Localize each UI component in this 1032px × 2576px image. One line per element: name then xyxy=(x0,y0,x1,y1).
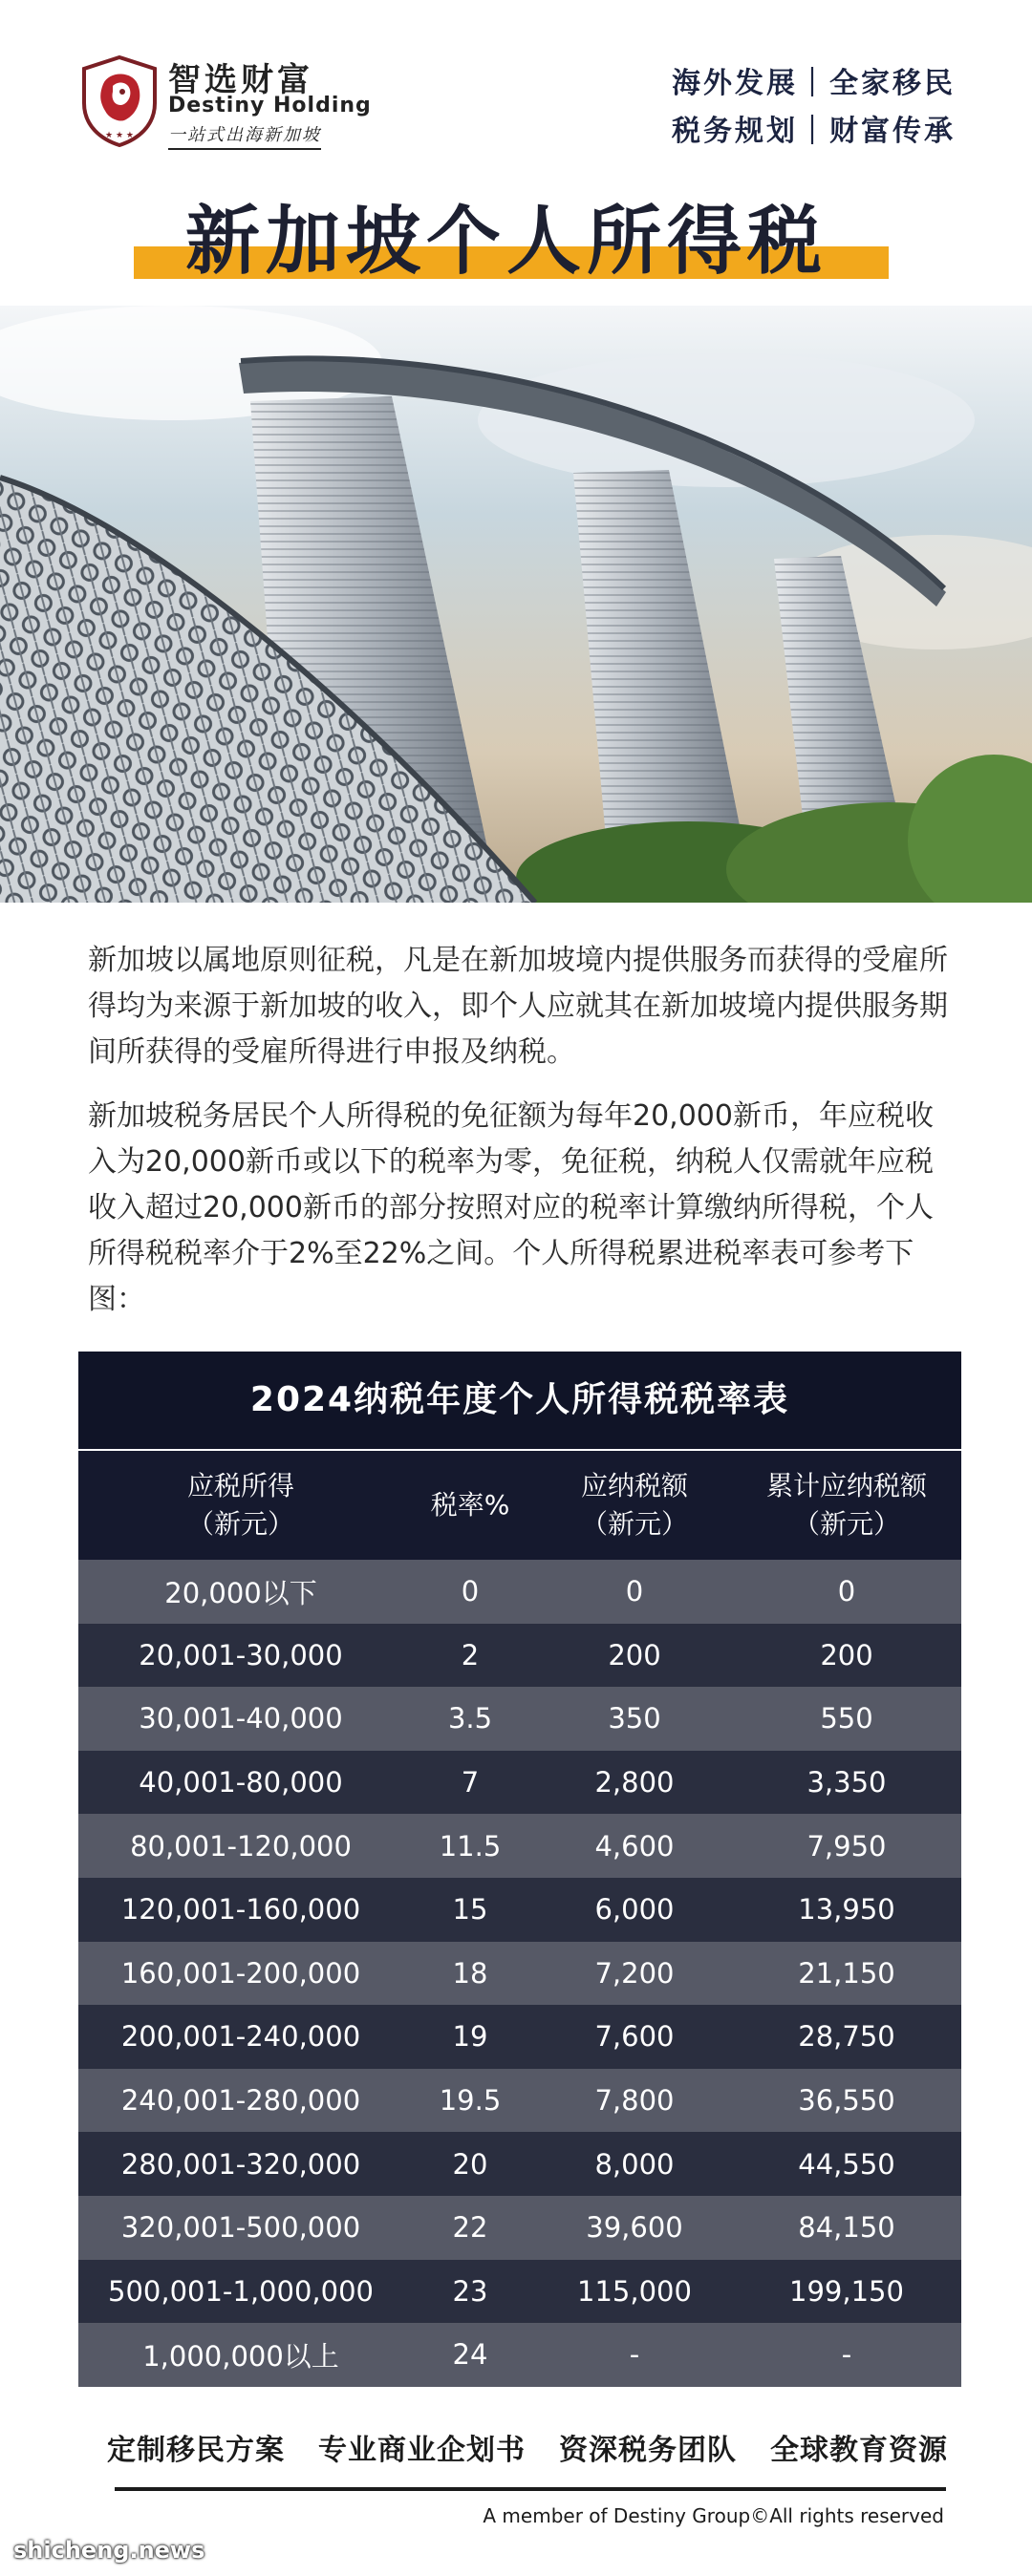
table-row xyxy=(78,2260,961,2324)
cell-cumulative: 550 xyxy=(820,1702,873,1735)
table-row xyxy=(78,1814,961,1878)
service-item: 专业商业企划书 xyxy=(318,2434,526,2467)
service-item: 定制移民方案 xyxy=(107,2434,285,2467)
cell-cumulative: 36,550 xyxy=(798,2084,895,2118)
copyright-text: A member of Destiny Group©All rights reserved xyxy=(483,2504,944,2527)
cell-income: 240,001-280,000 xyxy=(120,2084,361,2118)
cell-income: 20,001-30,000 xyxy=(139,1638,343,1671)
cell-tax: 6,000 xyxy=(594,1893,675,1927)
cell-rate: 7 xyxy=(461,1766,480,1799)
service-item: 全球教育资源 xyxy=(770,2434,948,2467)
cell-rate: 3.5 xyxy=(447,1702,493,1735)
cell-income: 80,001-120,000 xyxy=(130,1829,352,1863)
cell-tax: 0 xyxy=(625,1575,644,1608)
cell-cumulative: 21,150 xyxy=(798,1956,895,1990)
header-tax-payable: 应纳税额 （新元） xyxy=(580,1470,688,1540)
tax-rate-table xyxy=(78,1352,961,2387)
cell-cumulative: 200 xyxy=(820,1638,873,1671)
cell-rate: 24 xyxy=(452,2338,488,2372)
svg-text:★ ★ ★: ★ ★ ★ xyxy=(105,131,134,140)
header-rate: 税率% xyxy=(430,1489,510,1521)
cell-rate: 11.5 xyxy=(439,1829,502,1863)
table-row xyxy=(78,2196,961,2260)
table-row xyxy=(78,2005,961,2069)
cell-tax: 7,800 xyxy=(594,2084,675,2118)
header xyxy=(0,0,1032,306)
marina-bay-sands-photo xyxy=(0,306,1032,903)
cell-cumulative: 7,950 xyxy=(806,1829,887,1863)
brand-name-cn: 智选财富 xyxy=(168,61,313,99)
cell-income: 280,001-320,000 xyxy=(120,2147,361,2181)
cell-income: 320,001-500,000 xyxy=(120,2211,361,2245)
cell-rate: 22 xyxy=(452,2211,488,2245)
cell-income: 20,000以下 xyxy=(164,1576,317,1609)
table-title: 2024纳税年度个人所得税税率表 xyxy=(78,1352,961,1451)
page-title: 新加坡个人所得税 xyxy=(184,199,828,285)
cell-rate: 23 xyxy=(452,2274,488,2308)
cell-cumulative: 28,750 xyxy=(798,2020,895,2054)
cell-cumulative: 44,550 xyxy=(798,2147,895,2181)
watermark-text: shicheng.news xyxy=(13,2537,205,2564)
cell-rate: 2 xyxy=(461,1638,480,1671)
cell-cumulative: 0 xyxy=(837,1575,856,1608)
cell-cumulative: 13,950 xyxy=(798,1893,895,1927)
table-row xyxy=(78,2069,961,2133)
table-row xyxy=(78,1687,961,1751)
cell-rate: 0 xyxy=(461,1575,480,1608)
photo-illustration xyxy=(0,306,1032,903)
cell-income: 160,001-200,000 xyxy=(120,1956,361,1990)
table-row xyxy=(78,2323,961,2387)
tagline-1: 海外发展｜全家移民 xyxy=(672,67,956,100)
header-taxable-income: 应税所得 （新元） xyxy=(186,1470,294,1540)
title-block xyxy=(124,181,889,287)
cell-cumulative: 84,150 xyxy=(798,2211,895,2245)
cell-tax: 39,600 xyxy=(586,2211,683,2245)
brand-name-en: Destiny Holding xyxy=(168,94,372,117)
table-row xyxy=(78,1751,961,1815)
table-header-row xyxy=(78,1451,961,1560)
cell-income: 1,000,000以上 xyxy=(142,2339,339,2373)
footer-divider xyxy=(115,2487,946,2491)
table-row xyxy=(78,1560,961,1624)
table-row xyxy=(78,1624,961,1688)
intro-paragraph-1: 新加坡以属地原则征税，凡是在新加坡境内提供服务而获得的受雇所得均为来源于新加坡的收入，即个人应就其在新加坡境内提供服务期间所获得的受雇所得进行申报及纳税。 xyxy=(88,944,948,1069)
header-cumulative-tax: 累计应纳税额 （新元） xyxy=(765,1470,927,1540)
service-item: 资深税务团队 xyxy=(559,2434,737,2467)
cell-tax: 4,600 xyxy=(594,1829,675,1863)
table-row xyxy=(78,2132,961,2196)
cell-tax: 7,200 xyxy=(594,1956,675,1990)
cell-tax: 8,000 xyxy=(594,2147,675,2181)
lion-shield-logo-icon xyxy=(80,55,159,147)
intro-paragraph-2: 新加坡税务居民个人所得税的免征额为每年20,000新币，年应税收入为20,000新币或以下的税率为零，免征税，纳税人仅需就年应税收入超过20,000新币的部分按照对应的税率计算缴纳所得税，个人所得税税率介于2%至22%之间。个人所得税累进税率表可参考下图： xyxy=(88,1099,934,1316)
cell-income: 120,001-160,000 xyxy=(120,1893,361,1927)
brand-slogan: 一站式出海新加坡 xyxy=(168,121,321,150)
cell-income: 500,001-1,000,000 xyxy=(108,2274,374,2308)
cell-cumulative: 3,350 xyxy=(806,1766,887,1799)
cell-income: 30,001-40,000 xyxy=(139,1702,343,1735)
cell-income: 40,001-80,000 xyxy=(139,1766,343,1799)
tagline-2: 税务规划｜财富传承 xyxy=(672,115,956,148)
cell-cumulative: - xyxy=(841,2338,852,2372)
table-row xyxy=(78,1942,961,2006)
cell-tax: 7,600 xyxy=(594,2020,675,2054)
cell-cumulative: 199,150 xyxy=(789,2274,904,2308)
cell-rate: 19 xyxy=(452,2020,488,2054)
table-row xyxy=(78,1878,961,1942)
cell-income: 200,001-240,000 xyxy=(120,2020,361,2054)
cell-rate: 20 xyxy=(452,2147,488,2181)
cell-rate: 18 xyxy=(452,1956,488,1990)
services-list xyxy=(107,2426,948,2468)
cell-tax: 200 xyxy=(608,1638,661,1671)
cell-rate: 19.5 xyxy=(439,2084,502,2118)
cell-tax: 350 xyxy=(608,1702,661,1735)
cell-tax: 2,800 xyxy=(594,1766,675,1799)
cell-tax: 115,000 xyxy=(577,2274,692,2308)
cell-rate: 15 xyxy=(452,1893,488,1927)
cell-tax: - xyxy=(629,2338,640,2372)
